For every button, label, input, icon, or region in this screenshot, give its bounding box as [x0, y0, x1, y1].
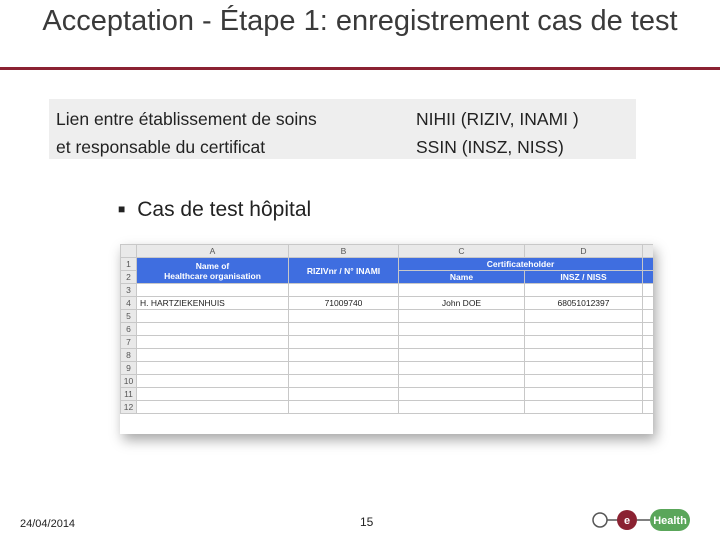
cell: [399, 349, 525, 362]
cell: [399, 323, 525, 336]
header-healthcare-organisation: Name of Healthcare organisation: [137, 258, 289, 284]
cell: [399, 401, 525, 414]
header-riziv-inami: RIZIVnr / N° INAMI: [289, 258, 399, 284]
cell: [525, 388, 643, 401]
row-number: 11: [121, 388, 137, 401]
cell: [289, 336, 399, 349]
header-fill: [643, 258, 654, 271]
table-row: [121, 375, 654, 388]
cell: [399, 284, 525, 297]
slide-title: Acceptation - Étape 1: enregistrement cas de test: [42, 5, 678, 37]
cell: [399, 362, 525, 375]
cell: [643, 388, 654, 401]
corner-cell: [121, 245, 137, 258]
cell: [289, 349, 399, 362]
cell: [643, 310, 654, 323]
cell: [289, 388, 399, 401]
column-header-c: C: [399, 245, 525, 258]
info-right: [416, 105, 579, 161]
row-number: 10: [121, 375, 137, 388]
cell-insz-number: 68051012397: [525, 297, 643, 310]
slide-date: 24/04/2014: [20, 518, 76, 530]
info-right-line-2: SSIN (INSZ, NISS): [416, 137, 564, 157]
cell: [399, 388, 525, 401]
cell: [137, 401, 289, 414]
cell: [137, 336, 289, 349]
ehealth-logo-icon: [590, 506, 690, 534]
table-row: [121, 297, 654, 310]
row-number: 5: [121, 310, 137, 323]
column-header-a: A: [137, 245, 289, 258]
table-row: [121, 388, 654, 401]
cell: [289, 323, 399, 336]
info-left-line-2: et responsable du certificat: [56, 137, 266, 157]
cell: [643, 362, 654, 375]
table-row: [121, 362, 654, 375]
row-number: 9: [121, 362, 137, 375]
row-number: 8: [121, 349, 137, 362]
cell: [643, 349, 654, 362]
spreadsheet-table: [120, 244, 653, 414]
bullet-item: [118, 198, 311, 222]
cell: [137, 388, 289, 401]
row-number: 2: [121, 271, 137, 284]
cell: [643, 297, 654, 310]
info-left: [56, 105, 317, 161]
row-number: 6: [121, 323, 137, 336]
cell-riziv-number: 71009740: [289, 297, 399, 310]
cell: [137, 323, 289, 336]
column-header-row: [121, 245, 654, 258]
cell: [525, 401, 643, 414]
table-row: [121, 401, 654, 414]
cell: [399, 336, 525, 349]
table-row: [121, 349, 654, 362]
header-certificateholder: Certificateholder: [399, 258, 643, 271]
header-fill: [643, 271, 654, 284]
table-row: [121, 284, 654, 297]
cell: [525, 323, 643, 336]
info-right-line-1: NIHII (RIZIV, INAMI ): [416, 109, 579, 129]
title-divider: [0, 67, 720, 70]
header-name: Name: [399, 271, 525, 284]
cell: [399, 375, 525, 388]
cell: [643, 336, 654, 349]
cell: [137, 362, 289, 375]
table-row: [121, 310, 654, 323]
cell: [137, 349, 289, 362]
row-number: 3: [121, 284, 137, 297]
cell: [289, 362, 399, 375]
cell: [643, 401, 654, 414]
cell: [643, 375, 654, 388]
cell: [137, 375, 289, 388]
cell: [289, 284, 399, 297]
bullet-text: Cas de test hôpital: [137, 198, 312, 221]
cell: [525, 349, 643, 362]
cell-organisation: H. HARTZIEKENHUIS: [137, 297, 289, 310]
info-left-line-1: Lien entre établissement de soins: [56, 109, 317, 129]
row-number: 12: [121, 401, 137, 414]
cell: [137, 310, 289, 323]
column-header-d: D: [525, 245, 643, 258]
column-header-b: B: [289, 245, 399, 258]
cell: [643, 323, 654, 336]
row-number: 1: [121, 258, 137, 271]
cell: [289, 310, 399, 323]
column-header-extra: [643, 245, 654, 258]
table-row: [121, 323, 654, 336]
cell: [525, 284, 643, 297]
cell: [525, 362, 643, 375]
cell: [525, 336, 643, 349]
table-row: [121, 258, 654, 271]
cell: [525, 375, 643, 388]
row-number: 7: [121, 336, 137, 349]
spreadsheet-screenshot: [120, 244, 653, 434]
ehealth-logo: [590, 506, 690, 534]
cell: [643, 284, 654, 297]
row-number: 4: [121, 297, 137, 310]
page-number: 15: [360, 515, 374, 529]
table-row: [121, 336, 654, 349]
cell-holder-name: John DOE: [399, 297, 525, 310]
bullet-square-icon: ■: [118, 202, 126, 216]
cell: [399, 310, 525, 323]
logo-letter: e: [623, 515, 631, 527]
info-box: [49, 99, 636, 159]
cell: [289, 375, 399, 388]
header-insz-niss: INSZ / NISS: [525, 271, 643, 284]
logo-text: Health: [653, 515, 687, 527]
cell: [137, 284, 289, 297]
cell: [525, 310, 643, 323]
cell: [289, 401, 399, 414]
